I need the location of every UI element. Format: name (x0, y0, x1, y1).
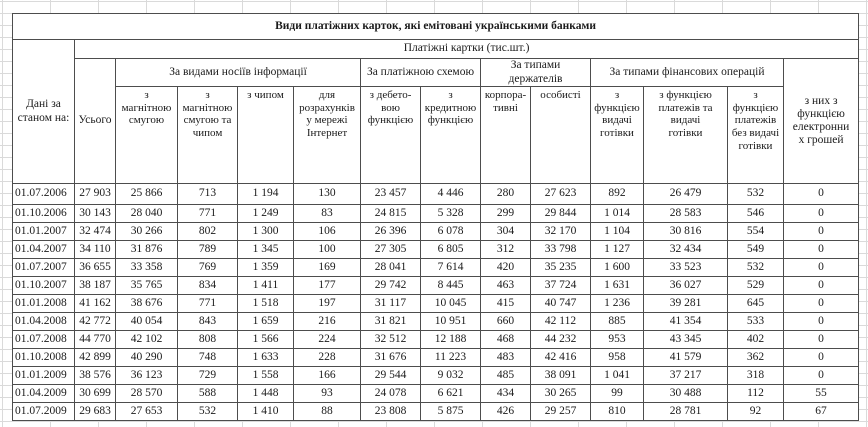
value-cell[interactable]: 44 770 (75, 331, 116, 349)
value-cell[interactable]: 41 162 (75, 295, 116, 313)
table-row (13, 385, 859, 403)
value-cell[interactable]: 532 (728, 259, 784, 277)
value-cell[interactable]: 100 (294, 241, 361, 259)
value-cell[interactable]: 1 518 (238, 295, 294, 313)
subheader-chip[interactable]: з чипом (238, 87, 294, 184)
value-cell[interactable]: 31 676 (361, 349, 421, 367)
value-cell[interactable]: 30 699 (75, 385, 116, 403)
value-cell[interactable]: 1 410 (238, 403, 294, 421)
value-cell[interactable]: 130 (294, 184, 361, 205)
value-cell[interactable]: 8 445 (421, 277, 481, 295)
table-body (13, 184, 859, 421)
value-cell[interactable]: 23 808 (361, 403, 421, 421)
value-cell[interactable]: 1 631 (591, 277, 644, 295)
subheader-internet-payments[interactable]: для розрахунків у мережі Інтернет (294, 87, 361, 184)
value-cell[interactable]: 0 (784, 259, 859, 277)
value-cell[interactable]: 1 300 (238, 223, 294, 241)
table-row (13, 223, 859, 241)
value-cell[interactable]: 25 866 (116, 184, 178, 205)
table-row (13, 349, 859, 367)
table-row (13, 205, 859, 223)
unit-header[interactable]: Платіжні картки (тис.шт.) (75, 40, 859, 59)
value-cell[interactable]: 92 (728, 403, 784, 421)
value-cell[interactable]: 1 014 (591, 205, 644, 223)
subheader-magnetic-stripe-and-chip[interactable]: з магнітною смугою та чипом (178, 87, 238, 184)
value-cell[interactable]: 24 078 (361, 385, 421, 403)
table-row (13, 367, 859, 385)
date-cell[interactable]: 01.01.2007 (13, 223, 75, 241)
value-cell[interactable]: 0 (784, 184, 859, 205)
value-cell[interactable]: 483 (481, 349, 531, 367)
value-cell[interactable]: 789 (178, 241, 238, 259)
subheader-credit-function[interactable]: з кредитною функцією (421, 87, 481, 184)
value-cell[interactable]: 1 104 (591, 223, 644, 241)
table-row (13, 241, 859, 259)
date-cell[interactable]: 01.07.2009 (13, 403, 75, 421)
value-cell[interactable]: 1 600 (591, 259, 644, 277)
value-cell[interactable]: 28 040 (116, 205, 178, 223)
value-cell[interactable]: 32 170 (531, 223, 591, 241)
value-cell[interactable]: 426 (481, 403, 531, 421)
value-cell[interactable]: 958 (591, 349, 644, 367)
value-cell[interactable]: 6 805 (421, 241, 481, 259)
value-cell[interactable]: 299 (481, 205, 531, 223)
value-cell[interactable]: 29 683 (75, 403, 116, 421)
value-cell[interactable]: 415 (481, 295, 531, 313)
value-cell[interactable]: 1 249 (238, 205, 294, 223)
value-cell[interactable]: 67 (784, 403, 859, 421)
value-cell[interactable]: 953 (591, 331, 644, 349)
sub-header-row (13, 87, 859, 184)
value-cell[interactable]: 771 (178, 205, 238, 223)
value-cell[interactable]: 843 (178, 313, 238, 331)
value-cell[interactable]: 42 112 (531, 313, 591, 331)
value-cell[interactable]: 42 102 (116, 331, 178, 349)
value-cell[interactable]: 312 (481, 241, 531, 259)
group-header-holders[interactable]: За типами держателів (481, 59, 591, 87)
value-cell[interactable]: 1 236 (591, 295, 644, 313)
value-cell[interactable]: 554 (728, 223, 784, 241)
value-cell[interactable]: 88 (294, 403, 361, 421)
value-cell[interactable]: 549 (728, 241, 784, 259)
value-cell[interactable]: 1 127 (591, 241, 644, 259)
table-row (13, 259, 859, 277)
value-cell[interactable]: 362 (728, 349, 784, 367)
subheader-magnetic-stripe[interactable]: з магнітною смугою (116, 87, 178, 184)
value-cell[interactable]: 645 (728, 295, 784, 313)
value-cell[interactable]: 810 (591, 403, 644, 421)
date-cell[interactable]: 01.10.2006 (13, 205, 75, 223)
subheader-payments-no-cash[interactable]: з функцією платежів без видачі готівки (728, 87, 784, 184)
value-cell[interactable]: 1 411 (238, 277, 294, 295)
value-cell[interactable]: 38 187 (75, 277, 116, 295)
value-cell[interactable]: 1 448 (238, 385, 294, 403)
value-cell[interactable]: 36 027 (644, 277, 728, 295)
value-cell[interactable]: 44 232 (531, 331, 591, 349)
value-cell[interactable]: 4 446 (421, 184, 481, 205)
table-row (13, 184, 859, 205)
value-cell[interactable]: 41 354 (644, 313, 728, 331)
date-cell[interactable]: 01.10.2008 (13, 349, 75, 367)
value-cell[interactable]: 7 614 (421, 259, 481, 277)
value-cell[interactable]: 0 (784, 331, 859, 349)
value-cell[interactable]: 26 479 (644, 184, 728, 205)
value-cell[interactable]: 24 815 (361, 205, 421, 223)
value-cell[interactable]: 30 143 (75, 205, 116, 223)
date-cell[interactable]: 01.07.2006 (13, 184, 75, 205)
value-cell[interactable]: 0 (784, 241, 859, 259)
value-cell[interactable]: 93 (294, 385, 361, 403)
value-cell[interactable]: 38 576 (75, 367, 116, 385)
value-cell[interactable]: 6 621 (421, 385, 481, 403)
value-cell[interactable]: 28 583 (644, 205, 728, 223)
value-cell[interactable]: 31 821 (361, 313, 421, 331)
value-cell[interactable]: 42 899 (75, 349, 116, 367)
table-row (13, 331, 859, 349)
value-cell[interactable]: 33 523 (644, 259, 728, 277)
value-cell[interactable]: 0 (784, 205, 859, 223)
value-cell[interactable]: 0 (784, 349, 859, 367)
value-cell[interactable]: 0 (784, 313, 859, 331)
value-cell[interactable]: 23 457 (361, 184, 421, 205)
date-cell[interactable]: 01.01.2009 (13, 367, 75, 385)
value-cell[interactable]: 1 194 (238, 184, 294, 205)
value-cell[interactable]: 216 (294, 313, 361, 331)
unit-row (13, 40, 859, 59)
value-cell[interactable]: 769 (178, 259, 238, 277)
value-cell[interactable]: 29 742 (361, 277, 421, 295)
value-cell[interactable]: 729 (178, 367, 238, 385)
value-cell[interactable]: 10 045 (421, 295, 481, 313)
value-cell[interactable]: 1 359 (238, 259, 294, 277)
value-cell[interactable]: 885 (591, 313, 644, 331)
table-row (13, 277, 859, 295)
value-cell[interactable]: 197 (294, 295, 361, 313)
value-cell[interactable]: 546 (728, 205, 784, 223)
value-cell[interactable]: 35 235 (531, 259, 591, 277)
value-cell[interactable]: 40 747 (531, 295, 591, 313)
subheader-cash-withdrawal[interactable]: з функцією видачі готівки (591, 87, 644, 184)
value-cell[interactable]: 42 416 (531, 349, 591, 367)
value-cell[interactable]: 0 (784, 223, 859, 241)
group-header-row (13, 59, 859, 87)
value-cell[interactable]: 42 772 (75, 313, 116, 331)
value-cell[interactable]: 36 655 (75, 259, 116, 277)
value-cell[interactable]: 34 110 (75, 241, 116, 259)
value-cell[interactable]: 485 (481, 367, 531, 385)
date-cell[interactable]: 01.01.2008 (13, 295, 75, 313)
value-cell[interactable]: 402 (728, 331, 784, 349)
value-cell[interactable]: 27 903 (75, 184, 116, 205)
value-cell[interactable]: 748 (178, 349, 238, 367)
table-row (13, 295, 859, 313)
value-cell[interactable]: 33 358 (116, 259, 178, 277)
value-cell[interactable]: 420 (481, 259, 531, 277)
title-row (13, 14, 859, 40)
value-cell[interactable]: 29 544 (361, 367, 421, 385)
value-cell[interactable]: 38 676 (116, 295, 178, 313)
value-cell[interactable]: 30 265 (531, 385, 591, 403)
value-cell[interactable]: 106 (294, 223, 361, 241)
value-cell[interactable]: 40 290 (116, 349, 178, 367)
subheader-debit-function[interactable]: з дебето- вою функцією (361, 87, 421, 184)
value-cell[interactable]: 6 078 (421, 223, 481, 241)
value-cell[interactable]: 32 474 (75, 223, 116, 241)
value-cell[interactable]: 1 566 (238, 331, 294, 349)
value-cell[interactable]: 892 (591, 184, 644, 205)
value-cell[interactable]: 39 281 (644, 295, 728, 313)
group-header-carriers[interactable]: За видами носіїв інформації (116, 59, 361, 87)
value-cell[interactable]: 99 (591, 385, 644, 403)
subheader-corporate[interactable]: корпора- тивні (481, 87, 531, 184)
date-cell[interactable]: 01.04.2007 (13, 241, 75, 259)
table-title[interactable]: Види платіжних карток, які емітовані українськими банками (13, 14, 859, 40)
value-cell[interactable]: 36 123 (116, 367, 178, 385)
value-cell[interactable]: 529 (728, 277, 784, 295)
value-cell[interactable]: 41 579 (644, 349, 728, 367)
date-cell[interactable]: 01.10.2007 (13, 277, 75, 295)
value-cell[interactable]: 468 (481, 331, 531, 349)
group-header-operations[interactable]: За типами фінансових операцій (591, 59, 784, 87)
value-cell[interactable]: 169 (294, 259, 361, 277)
value-cell[interactable]: 83 (294, 205, 361, 223)
value-cell[interactable]: 11 223 (421, 349, 481, 367)
date-cell[interactable]: 01.04.2009 (13, 385, 75, 403)
subheader-payments-and-cash[interactable]: з функцією платежів та видачі готівки (644, 87, 728, 184)
value-cell[interactable]: 808 (178, 331, 238, 349)
value-cell[interactable]: 33 798 (531, 241, 591, 259)
value-cell[interactable]: 5 328 (421, 205, 481, 223)
value-cell[interactable]: 10 951 (421, 313, 481, 331)
value-cell[interactable]: 228 (294, 349, 361, 367)
value-cell[interactable]: 1 633 (238, 349, 294, 367)
value-cell[interactable]: 588 (178, 385, 238, 403)
value-cell[interactable]: 280 (481, 184, 531, 205)
value-cell[interactable]: 43 345 (644, 331, 728, 349)
value-cell[interactable]: 32 434 (644, 241, 728, 259)
value-cell[interactable]: 0 (784, 277, 859, 295)
value-cell[interactable]: 0 (784, 367, 859, 385)
value-cell[interactable]: 1 558 (238, 367, 294, 385)
value-cell[interactable]: 27 305 (361, 241, 421, 259)
value-cell[interactable]: 12 188 (421, 331, 481, 349)
group-header-scheme[interactable]: За платіжною схемою (361, 59, 481, 87)
value-cell[interactable]: 26 396 (361, 223, 421, 241)
value-cell[interactable]: 463 (481, 277, 531, 295)
date-cell[interactable]: 01.07.2008 (13, 331, 75, 349)
value-cell[interactable]: 31 117 (361, 295, 421, 313)
header-total[interactable]: Усього (75, 59, 116, 184)
value-cell[interactable]: 28 570 (116, 385, 178, 403)
header-emoney-function[interactable]: з них з функцією електронни х грошей (784, 59, 859, 184)
value-cell[interactable]: 37 724 (531, 277, 591, 295)
subheader-personal[interactable]: особисті (531, 87, 591, 184)
value-cell[interactable]: 434 (481, 385, 531, 403)
date-cell[interactable]: 01.07.2007 (13, 259, 75, 277)
value-cell[interactable]: 112 (728, 385, 784, 403)
value-cell[interactable]: 32 512 (361, 331, 421, 349)
value-cell[interactable]: 1 659 (238, 313, 294, 331)
value-cell[interactable]: 533 (728, 313, 784, 331)
value-cell[interactable]: 30 816 (644, 223, 728, 241)
value-cell[interactable]: 30 266 (116, 223, 178, 241)
value-cell[interactable]: 802 (178, 223, 238, 241)
value-cell[interactable]: 31 876 (116, 241, 178, 259)
value-cell[interactable]: 9 032 (421, 367, 481, 385)
value-cell[interactable]: 35 765 (116, 277, 178, 295)
value-cell[interactable]: 771 (178, 295, 238, 313)
table-row (13, 403, 859, 421)
value-cell[interactable]: 166 (294, 367, 361, 385)
value-cell[interactable]: 29 257 (531, 403, 591, 421)
value-cell[interactable]: 29 844 (531, 205, 591, 223)
value-cell[interactable]: 37 217 (644, 367, 728, 385)
value-cell[interactable]: 224 (294, 331, 361, 349)
value-cell[interactable]: 834 (178, 277, 238, 295)
value-cell[interactable]: 5 875 (421, 403, 481, 421)
value-cell[interactable]: 0 (784, 295, 859, 313)
value-cell[interactable]: 1 041 (591, 367, 644, 385)
value-cell[interactable]: 304 (481, 223, 531, 241)
value-cell[interactable]: 38 091 (531, 367, 591, 385)
value-cell[interactable]: 28 781 (644, 403, 728, 421)
value-cell[interactable]: 30 488 (644, 385, 728, 403)
value-cell[interactable]: 27 623 (531, 184, 591, 205)
value-cell[interactable]: 713 (178, 184, 238, 205)
date-cell[interactable]: 01.04.2008 (13, 313, 75, 331)
value-cell[interactable]: 40 054 (116, 313, 178, 331)
value-cell[interactable]: 1 345 (238, 241, 294, 259)
value-cell[interactable]: 318 (728, 367, 784, 385)
value-cell[interactable]: 27 653 (116, 403, 178, 421)
value-cell[interactable]: 55 (784, 385, 859, 403)
value-cell[interactable]: 660 (481, 313, 531, 331)
value-cell[interactable]: 532 (728, 184, 784, 205)
value-cell[interactable]: 177 (294, 277, 361, 295)
value-cell[interactable]: 28 041 (361, 259, 421, 277)
table-row (13, 313, 859, 331)
corner-cell-date-as-of[interactable]: Дані за станом на: (13, 40, 75, 184)
payment-cards-table (12, 13, 859, 421)
value-cell[interactable]: 532 (178, 403, 238, 421)
